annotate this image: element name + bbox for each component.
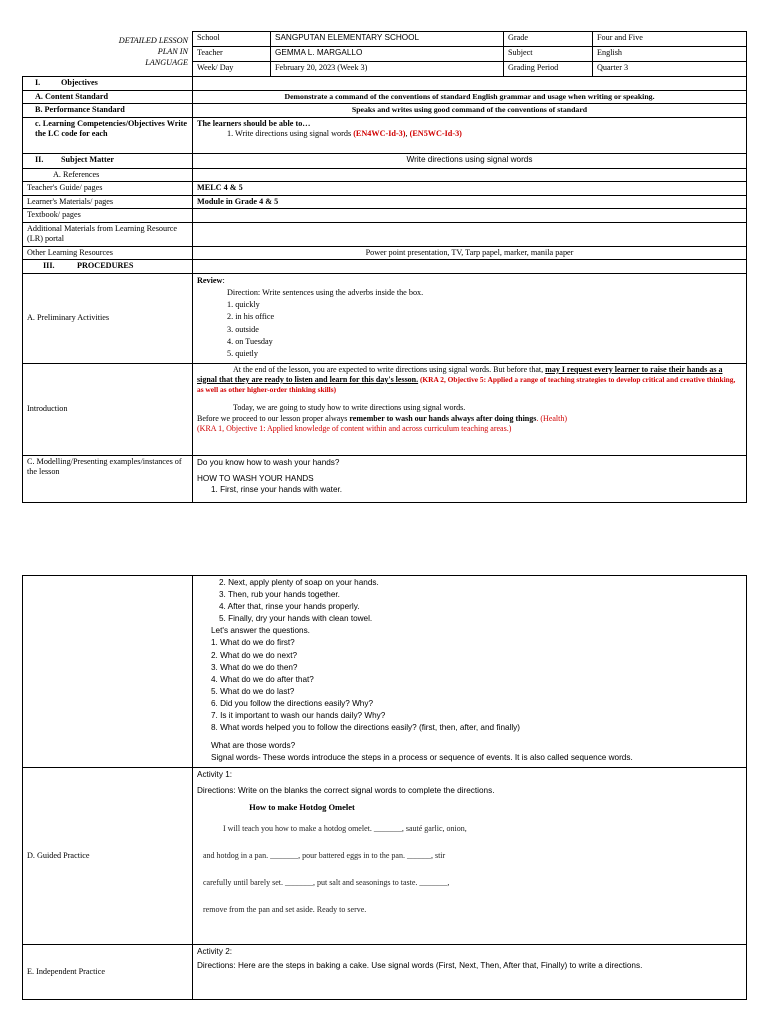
competencies-label: c. Learning Competencies/Objectives Write the LC code for each — [23, 117, 193, 153]
adverb-item: 5. quietly — [227, 349, 258, 359]
lesson-plan-page-2 — [0, 575, 768, 1000]
week-label: Week/ Day — [193, 62, 271, 77]
preliminary-activities-label: A. Preliminary Activities — [23, 273, 193, 363]
omelet-paragraph — [197, 815, 483, 923]
independent-practice-label: E. Independent Practice — [23, 945, 193, 1000]
teachers-guide-value: MELC 4 & 5 — [193, 182, 747, 196]
wash-hands-reminder: remember to wash our hands always after doing things — [349, 413, 537, 423]
guided-practice-label: D. Guided Practice — [23, 768, 193, 945]
what-words-question: What are those words? — [211, 741, 296, 751]
question-item: 1. What do we do first? — [211, 638, 295, 648]
lc-code-grade5: (EN5WC-Id-3) — [409, 129, 462, 138]
lesson-plan-page-1 — [0, 31, 768, 503]
activity-1-label: Activity 1: — [197, 770, 233, 779]
grading-period-label: Grading Period — [504, 62, 593, 77]
question-item: 8. What words helped you to follow the directions easily? (first, then, after, and finally) — [211, 723, 521, 733]
activity-2-label: Activity 2: — [197, 947, 233, 956]
references-label: A. References — [23, 168, 193, 182]
grade-value: Four and Five — [593, 32, 747, 47]
title-line-1: DETAILED LESSON — [118, 35, 188, 45]
learners-materials-value: Module in Grade 4 & 5 — [193, 195, 747, 209]
intro-paragraph-1: At the end of the lesson, you are expected to write directions using signal words. But before that, may I request every learner to raise their hands as a signal that they are ready to listen and learn for this day's lesson. (KRA 2, Objective 5: Applied a range of teaching strategies to develop critical and creative thinking, as well as other higher-order thinking skills) — [197, 364, 736, 395]
competencies-intro: The learners should be able to… — [197, 118, 311, 128]
title-line-3: LANGUAGE — [145, 57, 188, 67]
performance-standard-label: B. Performance Standard — [23, 104, 193, 118]
omelet-line: I will teach you how to make a hotdog omelet. _______, sauté garlic, onion, — [223, 824, 467, 833]
omelet-worksheet — [197, 802, 467, 923]
school-value: SANGPUTAN ELEMENTARY SCHOOL — [271, 32, 504, 47]
adverb-item: 1. quickly — [227, 300, 260, 310]
adverb-item: 2. in his office — [227, 312, 275, 322]
subject-matter-value: Write directions using signal words — [193, 153, 747, 168]
review-direction: Direction: Write sentences using the adverbs inside the box. — [227, 287, 424, 297]
adverb-item: 4. on Tuesday — [227, 336, 273, 346]
omelet-line: carefully until barely set. _______, put salt and seasonings to taste. _______, — [203, 878, 450, 887]
question-item: 4. What do we do after that? — [211, 674, 314, 684]
omelet-line: remove from the pan and set aside. Ready to serve. — [203, 905, 367, 914]
competency-item: 1. Write directions using signal words (EN4WC-Id-3), (EN5WC-Id-3) — [227, 129, 462, 138]
lc-code-grade4: (EN4WC-Id-3) — [353, 129, 406, 138]
textbook-value — [193, 209, 747, 223]
adverb-item: 3. outside — [227, 324, 259, 334]
answer-intro: Let's answer the questions. — [211, 626, 310, 636]
lesson-plan-title — [23, 32, 193, 77]
review-label: Review — [197, 275, 223, 285]
teacher-label: Teacher — [193, 47, 271, 62]
step-item: 1. First, rinse your hands with water. — [211, 484, 343, 494]
introduction-label: Introduction — [23, 363, 193, 455]
omelet-title: How to make Hotdog Omelet — [249, 802, 355, 812]
week-value: February 20, 2023 (Week 3) — [271, 62, 504, 77]
kra2-note: (KRA 2, Objective 5: Applied a range of teaching strategies to develop critical and creative thinking, as well as other higher-order thinking skills) — [197, 374, 736, 395]
lr-portal-value — [193, 222, 747, 246]
other-resources-value: Power point presentation, TV, Tarp papel, marker, manila paper — [193, 246, 747, 260]
school-label: School — [193, 32, 271, 47]
question-item: 3. What do we do then? — [211, 662, 298, 672]
question-item: 2. What do we do next? — [211, 650, 298, 660]
grading-period-value: Quarter 3 — [593, 62, 747, 77]
kra1-note: (KRA 1, Objective 1: Applied knowledge of content within and across curriculum teaching areas.) — [197, 423, 512, 433]
other-resources-label: Other Learning Resources — [23, 246, 193, 260]
teachers-guide-label: Teacher's Guide/ pages — [23, 182, 193, 196]
signal-words-definition: Signal words- These words introduce the steps in a process or sequence of events. It is also called sequence words. — [211, 753, 633, 763]
activity-2-directions: Directions: Here are the steps in baking a cake. Use signal words (First, Next, Then, After that, Finally) to write a directions. — [197, 961, 643, 970]
modelling-title: HOW TO WASH YOUR HANDS — [197, 473, 314, 483]
subject-label: Subject — [504, 47, 593, 62]
question-item: 5. What do we do last? — [211, 686, 295, 696]
content-standard-label: A. Content Standard — [23, 90, 193, 104]
modelling-label: C. Modelling/Presenting examples/instances of the lesson — [23, 455, 193, 502]
lr-portal-label: Additional Materials from Learning Resource (LR) portal — [23, 222, 193, 246]
review-cell: Review: Direction: Write sentences using the adverbs inside the box. 1. quickly 2. in his office 3. outside 4. on Tuesday 5. quietly — [193, 273, 747, 363]
step-item: 5. Finally, dry your hands with clean towel. — [219, 614, 373, 624]
introduction-cell — [193, 363, 747, 455]
teacher-value: GEMMA L. MARGALLO — [271, 47, 504, 62]
learners-materials-label: Learner's Materials/ pages — [23, 195, 193, 209]
objectives-heading: I. Objectives — [23, 77, 193, 91]
omelet-line: and hotdog in a pan. _______, pour battered eggs in to the pan. ______, stir — [203, 851, 446, 860]
modelling-question: Do you know how to wash your hands? — [197, 457, 340, 467]
independent-practice-cell — [193, 945, 747, 1000]
step-item: 3. Then, rub your hands together. — [219, 590, 340, 600]
performance-standard-value: Speaks and writes using good command of the conventions of standard — [193, 104, 747, 118]
guided-practice-cell — [193, 768, 747, 945]
intro-paragraph-2: Today, we are going to study how to write directions using signal words. — [233, 403, 466, 413]
activity-1-directions: Directions: Write on the blanks the correct signal words to complete the directions. — [197, 786, 495, 795]
question-item: 6. Did you follow the directions easily? Why? — [211, 698, 374, 708]
intro-paragraph-3: Before we proceed to our lesson proper always remember to wash our hands always after doing things. (Health) — [197, 413, 568, 423]
modelling-continued-cell — [193, 576, 747, 768]
step-item: 2. Next, apply plenty of soap on your hands. — [219, 578, 379, 587]
lesson-plan-table-2 — [22, 575, 747, 1000]
textbook-label: Textbook/ pages — [23, 209, 193, 223]
subject-matter-heading: II. Subject Matter — [23, 153, 193, 168]
title-line-2: PLAN IN — [157, 46, 188, 56]
question-item: 7. Is it important to wash our hands daily? Why? — [211, 711, 386, 721]
subject-value: English — [593, 47, 747, 62]
lesson-plan-table-1 — [22, 31, 747, 503]
grade-label: Grade — [504, 32, 593, 47]
content-standard-value: Demonstrate a command of the conventions of standard English grammar and usage when writing or speaking. — [193, 90, 747, 104]
procedures-heading: III. PROCEDURES — [23, 260, 193, 274]
step-item: 4. After that, rinse your hands properly. — [219, 602, 360, 612]
competencies-cell — [193, 117, 747, 153]
raise-hands-request: may I request every learner to raise their hands as a signal that they are ready to listen and learn for this day's lesson. — [197, 364, 723, 384]
modelling-cell — [193, 455, 747, 502]
